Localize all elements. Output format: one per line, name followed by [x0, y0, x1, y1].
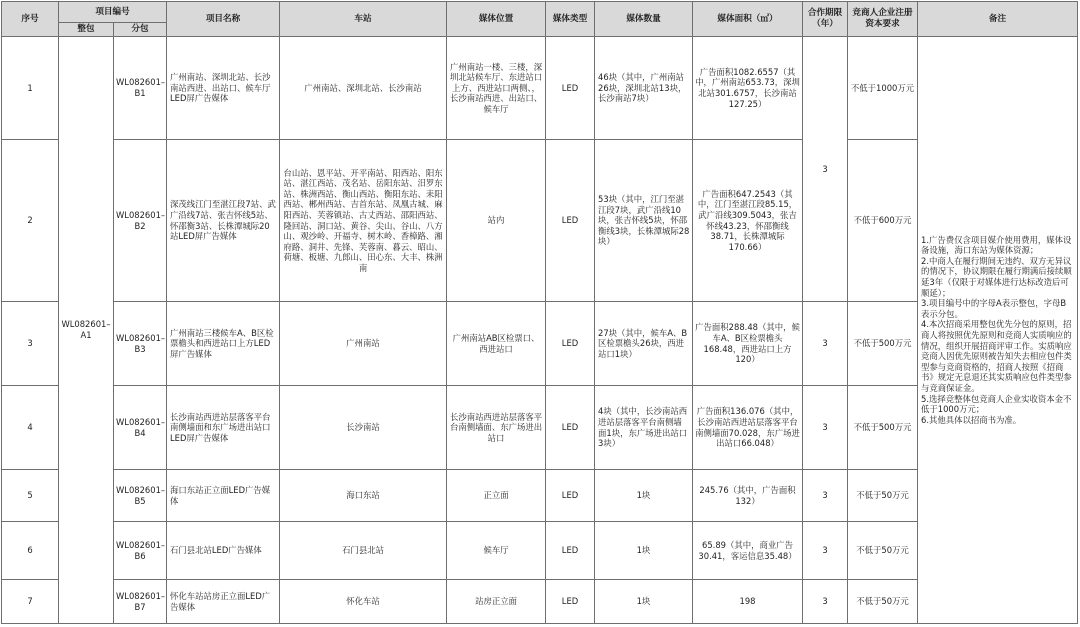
cell-seq: 3 — [2, 302, 59, 386]
cell-position: 站内 — [447, 140, 546, 302]
cell-position: 广州南站一楼、三楼，深圳北站候车厅、东进站口上方、西进站口两侧、，长沙南站西进、出站口、候车厅 — [447, 37, 546, 140]
table-row — [2, 470, 1078, 522]
cell-quantity: 1块 — [595, 470, 693, 522]
cell-media-type: LED — [546, 37, 595, 140]
remark-item: 3.项目编号中的字母A表示整包，字母B表示分包。 — [921, 298, 1067, 319]
tender-table — [1, 1, 1078, 624]
header-term: 合作期限（年） — [803, 2, 848, 37]
cell-media-type: LED — [546, 302, 595, 386]
cell-area: 245.76（其中，广告面积132） — [693, 470, 803, 522]
table-row — [2, 302, 1078, 386]
cell-term: 3 — [803, 470, 848, 522]
cell-quantity: 4块（其中，长沙南站西进站层落客平台南侧墙面1块，东广场进出站口3块） — [595, 386, 693, 470]
cell-area: 198 — [693, 580, 803, 624]
remark-item: 1.广告费仅含项目媒介使用费用，媒体设备设施，海口东站为媒体资源； — [921, 234, 1072, 256]
table-row — [2, 140, 1078, 302]
table-row — [2, 386, 1078, 470]
cell-capital: 不低于50万元 — [848, 522, 918, 580]
cell-media-type: LED — [546, 580, 595, 624]
cell-bundle-code: WL082601–A1 — [59, 37, 114, 624]
header-position: 媒体位置 — [447, 2, 546, 37]
cell-capital: 不低于50万元 — [848, 580, 918, 624]
cell-sub: WL082601–B4 — [114, 386, 167, 470]
cell-term: 3 — [803, 580, 848, 624]
cell-position: 广州南站AB区检票口、西进站口 — [447, 302, 546, 386]
cell-capital: 不低于1000万元 — [848, 37, 918, 140]
table-row — [2, 580, 1078, 624]
header-station: 车站 — [280, 2, 447, 37]
table-row — [2, 37, 1078, 140]
table-row — [2, 522, 1078, 580]
cell-capital: 不低于500万元 — [848, 386, 918, 470]
header-bundle: 整包 — [59, 23, 114, 37]
cell-area: 广告面积288.48（其中，候车A、B区检票檐头168.48，西进站口上方120） — [693, 302, 803, 386]
cell-name: 深茂线江门至湛江段7站、武广沿线7站、张吉怀线5站、怀邵衡3站、长株潭城际20站LED屏广告媒体 — [167, 140, 280, 302]
header-area: 媒体面积（㎡） — [693, 2, 803, 37]
cell-area: 65.89（其中，商业广告30.41，客运信息35.48） — [693, 522, 803, 580]
cell-quantity: 53块（其中，江门至湛江段7块，武广沿线10块，张吉怀线5块，怀邵衡线3块，长株潭城际28块） — [595, 140, 693, 302]
cell-capital: 不低于500万元 — [848, 302, 918, 386]
header-remarks: 备注 — [918, 2, 1078, 37]
cell-term-shared: 3 — [803, 37, 848, 302]
remark-item: 5.选择竞整体包竞商人企业实收资本金不低于1000万元； — [921, 393, 1072, 415]
header-sub: 分包 — [114, 23, 167, 37]
header-quantity: 媒体数量 — [595, 2, 693, 37]
cell-media-type: LED — [546, 522, 595, 580]
cell-sub: WL082601–B2 — [114, 140, 167, 302]
header-media-type: 媒体类型 — [546, 2, 595, 37]
header-seq: 序号 — [2, 2, 59, 37]
cell-seq: 1 — [2, 37, 59, 140]
cell-seq: 7 — [2, 580, 59, 624]
cell-sub: WL082601–B6 — [114, 522, 167, 580]
cell-media-type: LED — [546, 386, 595, 470]
cell-area: 广告面积647.2543（其中，江门至湛江段85.15，武广沿线309.5043，张吉怀线43.23，怀邵衡线38.71，长株潭城际170.66） — [693, 140, 803, 302]
cell-seq: 5 — [2, 470, 59, 522]
cell-seq: 2 — [2, 140, 59, 302]
cell-name: 石门县北站LED广告媒体 — [167, 522, 280, 580]
cell-position: 站房正立面 — [447, 580, 546, 624]
header-capital: 竞商人企业注册资本要求 — [848, 2, 918, 37]
header-project-no: 项目编号 — [59, 2, 167, 23]
cell-sub: WL082601–B1 — [114, 37, 167, 140]
cell-sub: WL082601–B7 — [114, 580, 167, 624]
cell-sub: WL082601–B3 — [114, 302, 167, 386]
cell-position: 长沙南站西进站层落客平台南侧墙面、东广场进出站口 — [447, 386, 546, 470]
cell-name: 海口东站正立面LED广告媒体 — [167, 470, 280, 522]
cell-area: 广告面积136.076（其中，长沙南站西进站层落客平台南侧墙面70.028，东广场进出站口66.048） — [693, 386, 803, 470]
cell-quantity: 27块（其中，候车A、B区检票檐头26块，西进站口1块） — [595, 302, 693, 386]
cell-station: 长沙南站 — [280, 386, 447, 470]
header-name: 项目名称 — [167, 2, 280, 37]
cell-term: 3 — [803, 386, 848, 470]
cell-quantity: 1块 — [595, 580, 693, 624]
cell-name: 广州南站、深圳北站、长沙南站西进、出站口、候车厅LED屏广告媒体 — [167, 37, 280, 140]
cell-position: 候车厅 — [447, 522, 546, 580]
cell-quantity: 1块 — [595, 522, 693, 580]
cell-name: 长沙南站西进站层落客平台南侧墙面和东广场进出站口LED屏广告媒体 — [167, 386, 280, 470]
cell-quantity: 46块（其中，广州南站26块，深圳北站13块，长沙南站7块） — [595, 37, 693, 140]
cell-station: 广州南站 — [280, 302, 447, 386]
cell-sub: WL082601–B5 — [114, 470, 167, 522]
cell-capital: 不低于50万元 — [848, 470, 918, 522]
cell-seq: 4 — [2, 386, 59, 470]
cell-capital: 不低于600万元 — [848, 140, 918, 302]
remark-item: 6.其他具体以招商书为准。 — [921, 414, 1022, 425]
cell-area: 广告面积1082.6557（其中，广州南站653.73，深圳北站301.6757，长沙南站127.25） — [693, 37, 803, 140]
remark-item: 2.中商人在履行期间无违约、双方无异议的情况下，协议期限在履行期满后接续顺延3年（仅限于对媒体进行达标改造后可顺延）； — [921, 255, 1072, 298]
cell-term: 3 — [803, 302, 848, 386]
cell-station: 广州南站、深圳北站、长沙南站 — [280, 37, 447, 140]
cell-name: 怀化车站站房正立面LED广告媒体 — [167, 580, 280, 624]
cell-name: 广州南站三楼候车A、B区检票檐头和西进站口上方LED屏广告媒体 — [167, 302, 280, 386]
cell-station: 怀化车站 — [280, 580, 447, 624]
cell-station: 海口东站 — [280, 470, 447, 522]
cell-station: 台山站、恩平站、开平南站、阳西站、阳东站、湛江西站、茂名站、岳阳东站、汨罗东站、株洲西站、衡山西站、衡阳东站、耒阳西站、郴州西站、吉首东站、凤凰古城、麻阳西站、芙蓉镇站、古丈西站、邵阳西站、隆回站、洞口站、黄谷、尖山、谷山、八方山、观沙岭、开福寺、树木岭、香樟路、湘府路、洞井、先锋、芙蓉南、暮云、昭山、荷塘、板塘、九郎山、田心东、大丰、株洲南 — [280, 140, 447, 302]
remark-item: 4.本次招商采用整包优先分包的原则，招商人将按照优先原则和竞商人实质响应的情况，组织开展招商评审工作。实质响应竞商人因优先原则被告知失去相应包件类型参与竞商资格的，招商人按照《招商书》规定无息退还其实质响应包件类型参与竞商保证金。 — [921, 319, 1072, 393]
cell-media-type: LED — [546, 470, 595, 522]
remarks-cell — [918, 37, 1078, 624]
cell-station: 石门县北站 — [280, 522, 447, 580]
cell-term: 3 — [803, 522, 848, 580]
cell-media-type: LED — [546, 140, 595, 302]
cell-seq: 6 — [2, 522, 59, 580]
cell-position: 正立面 — [447, 470, 546, 522]
